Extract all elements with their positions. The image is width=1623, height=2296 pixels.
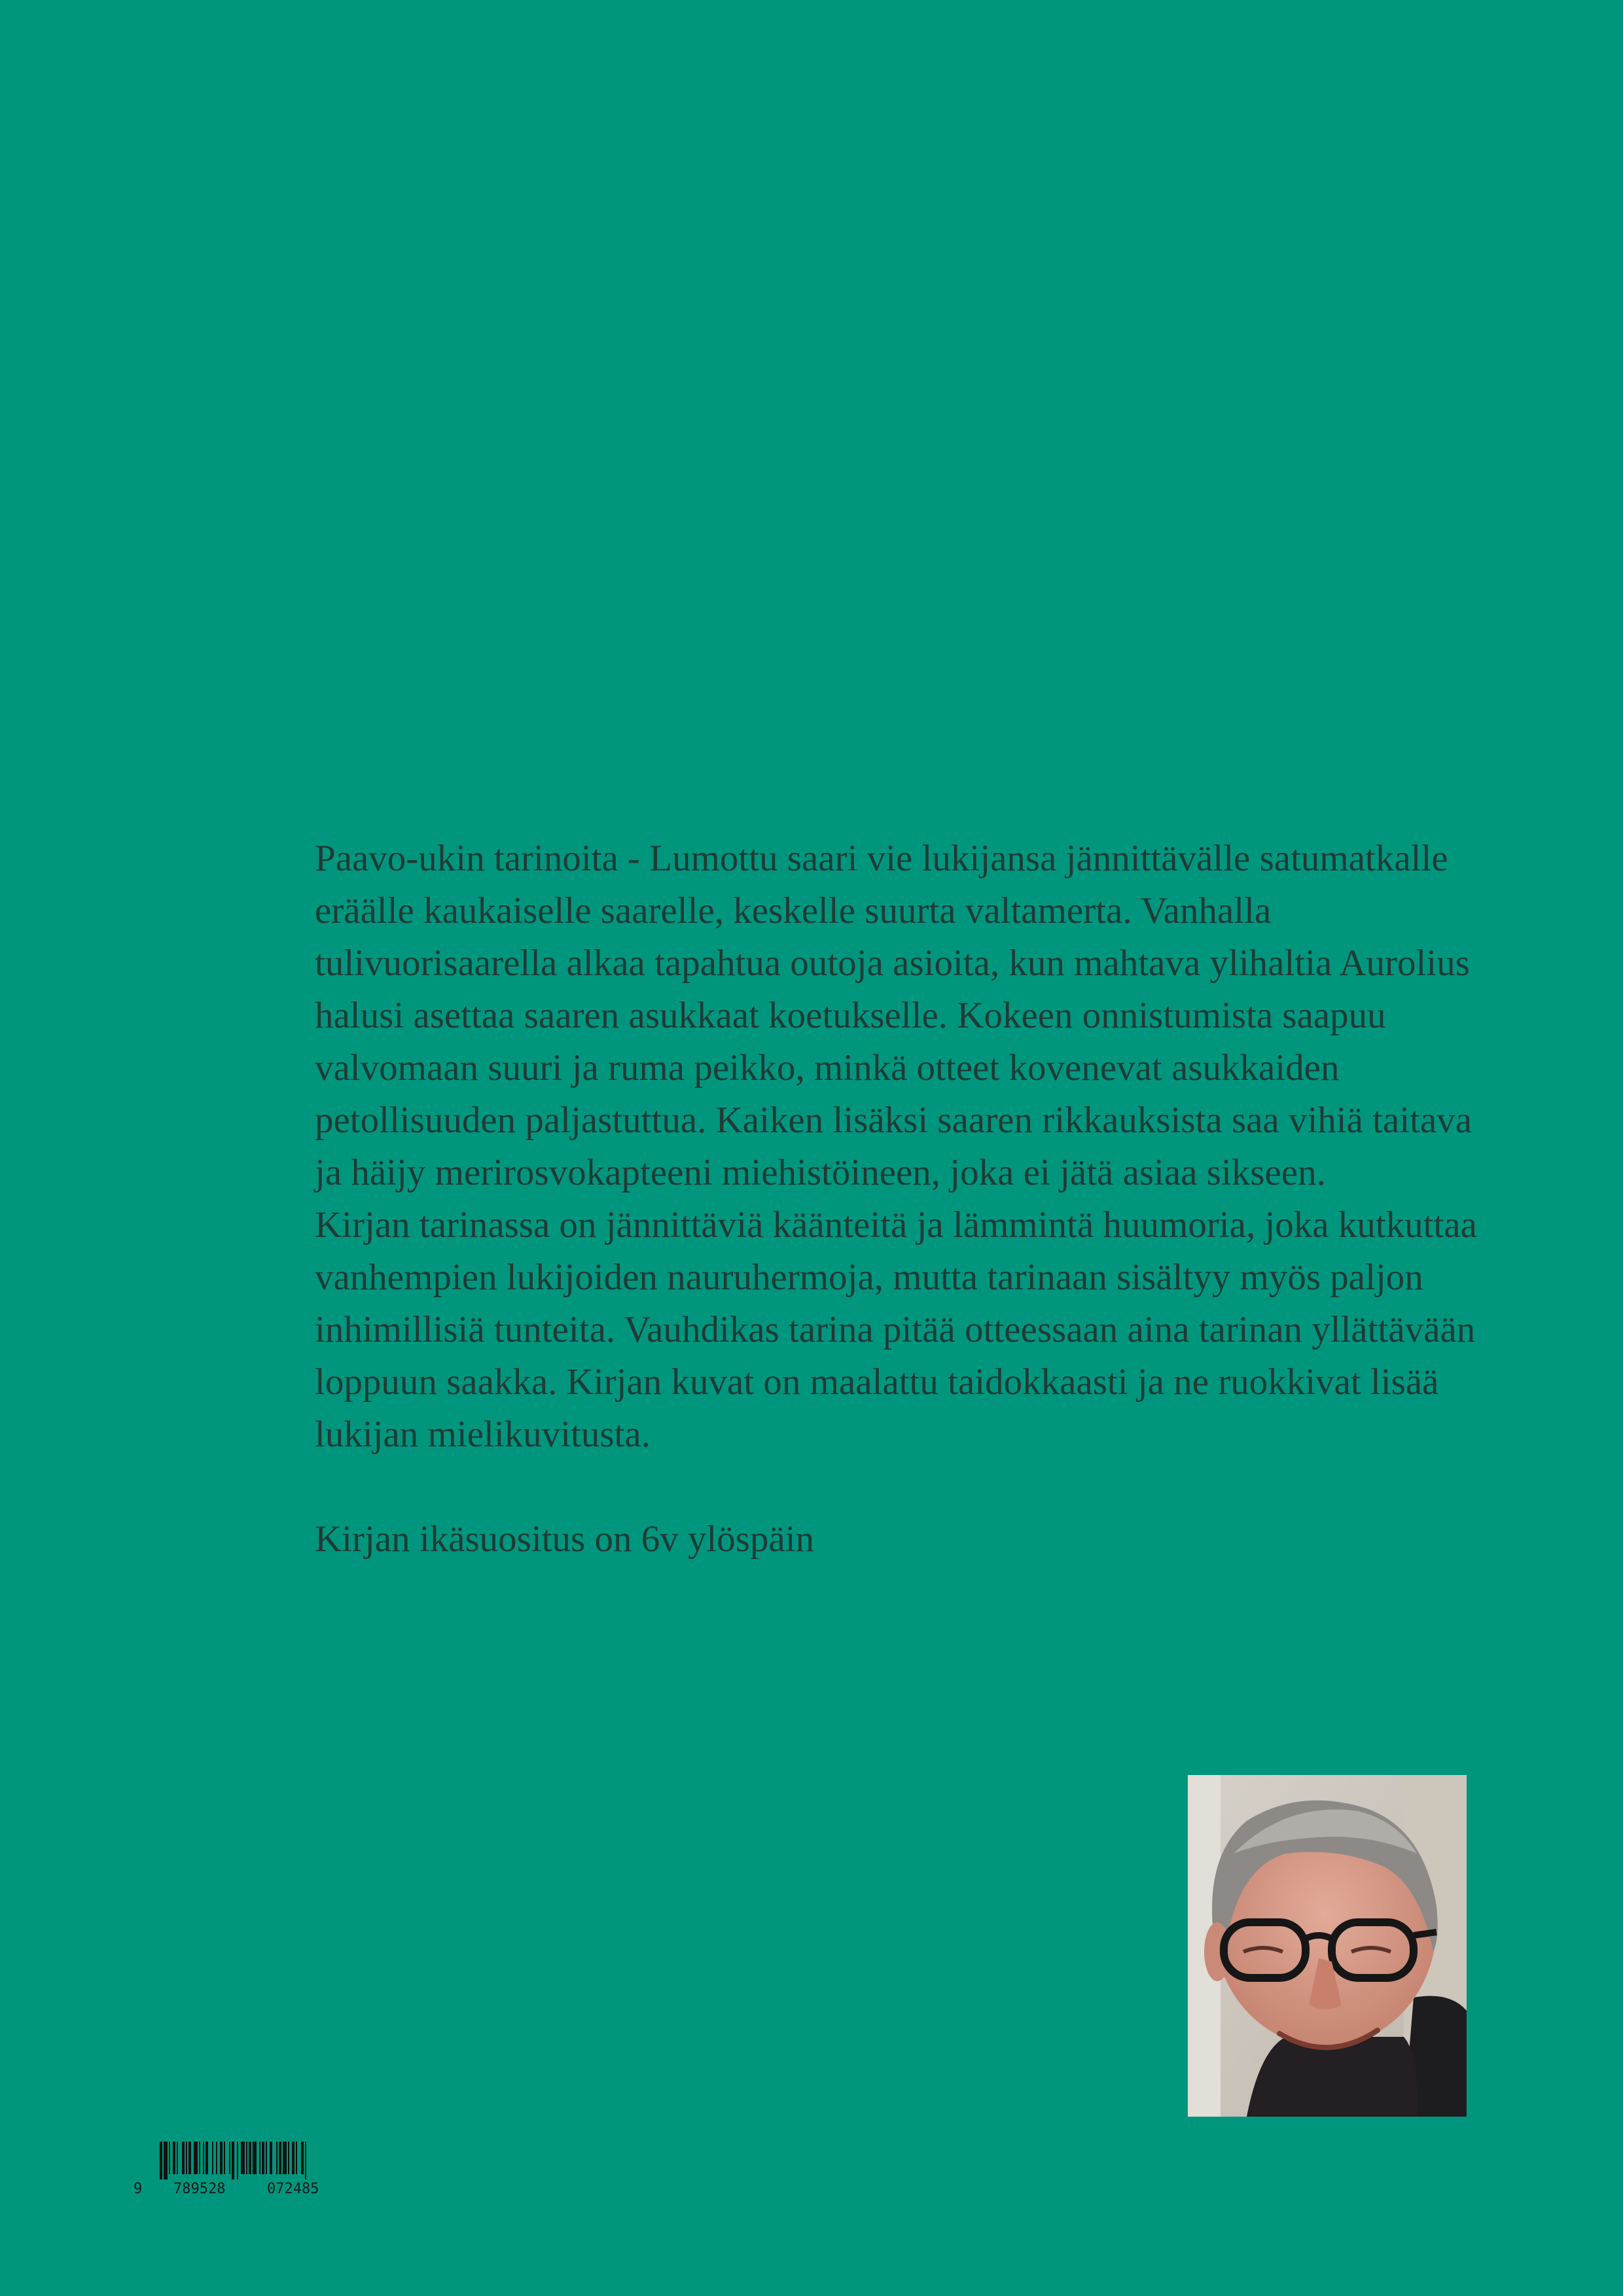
blurb-paragraph-1: Paavo-ukin tarinoita - Lumottu saari vie lukijansa jännittävälle satumatkalle eräälle kaukaiselle saarelle, keskelle suurta valtamerta. Vanhalla tulivuorisaarella alkaa tapahtua outoja asioita, kun mahtava ylihaltia Aurolius halusi asettaa saaren asukkaat koetukselle. Kokeen onnistumista saapuu valvomaan suuri ja ruma peikko, minkä otteet kovenevat asukkaiden petollisuuden paljastuttua. Kaiken lisäksi saaren rikkauksista saa vihiä taitava ja häijy merirosvokapteeni miehistöineen, joka ei jätä asiaa sikseen. bbox=[315, 838, 1472, 1193]
barcode-bar bbox=[276, 2142, 277, 2174]
barcode-bar bbox=[241, 2142, 245, 2174]
barcode-bar bbox=[216, 2142, 217, 2174]
barcode-bar bbox=[229, 2142, 230, 2174]
blurb-paragraph-2: Kirjan tarinassa on jännittäviä käänteitä ja lämmintä huumoria, joka kutkuttaa vanhempien lukijoiden nauruhermoja, mutta tarinaan sisältyy myös paljon inhimillisiä tunteita. Vauhdikas tarina pitää otteessaan aina tarinan yllättävään loppuun saakka. Kirjan kuvat on maalattu taidokkaasti ja ne ruokkivat lisää lukijan mielikuvitusta. bbox=[315, 1204, 1477, 1455]
barcode-bar bbox=[164, 2142, 168, 2179]
isbn-number bbox=[131, 2179, 353, 2199]
barcode-bar bbox=[259, 2142, 260, 2174]
isbn-right-group: 072485 bbox=[267, 2181, 319, 2197]
barcode-bar bbox=[249, 2142, 251, 2174]
barcode-bar bbox=[266, 2142, 267, 2174]
barcode-bar bbox=[186, 2142, 187, 2174]
barcode-bar bbox=[203, 2142, 204, 2174]
barcode-bar bbox=[262, 2142, 264, 2174]
isbn-first-digit: 9 bbox=[134, 2181, 143, 2197]
barcode-bar bbox=[305, 2142, 306, 2179]
barcode-bar bbox=[246, 2142, 247, 2174]
barcode-bar bbox=[212, 2142, 213, 2174]
barcode-bar bbox=[279, 2142, 281, 2174]
barcode-bar bbox=[232, 2142, 234, 2179]
barcode-bar bbox=[188, 2142, 191, 2174]
barcode-bar bbox=[177, 2142, 178, 2174]
barcode-bar bbox=[283, 2142, 287, 2174]
isbn-left-group: 789528 bbox=[173, 2181, 226, 2197]
age-recommendation: Kirjan ikäsuositus on 6v ylöspäin bbox=[315, 1518, 815, 1560]
barcode-bar bbox=[301, 2142, 304, 2174]
barcode-bar bbox=[224, 2142, 225, 2174]
barcode-bar bbox=[270, 2142, 272, 2174]
cover-blurb bbox=[315, 833, 1480, 1566]
barcode-bar bbox=[296, 2142, 297, 2174]
barcode-bar bbox=[169, 2142, 170, 2174]
barcode-bar bbox=[182, 2142, 185, 2174]
barcode-bar bbox=[160, 2142, 162, 2179]
barcode-bar bbox=[237, 2142, 238, 2179]
barcode-bar bbox=[253, 2142, 257, 2174]
barcode-bar bbox=[220, 2142, 223, 2174]
barcode-bar bbox=[199, 2142, 200, 2174]
author-photo bbox=[1188, 1775, 1467, 2117]
barcode-bar bbox=[173, 2142, 175, 2174]
barcode-bar bbox=[205, 2142, 208, 2174]
barcode-bar bbox=[288, 2142, 289, 2174]
barcode-bar bbox=[194, 2142, 198, 2174]
barcode-bar bbox=[292, 2142, 294, 2174]
